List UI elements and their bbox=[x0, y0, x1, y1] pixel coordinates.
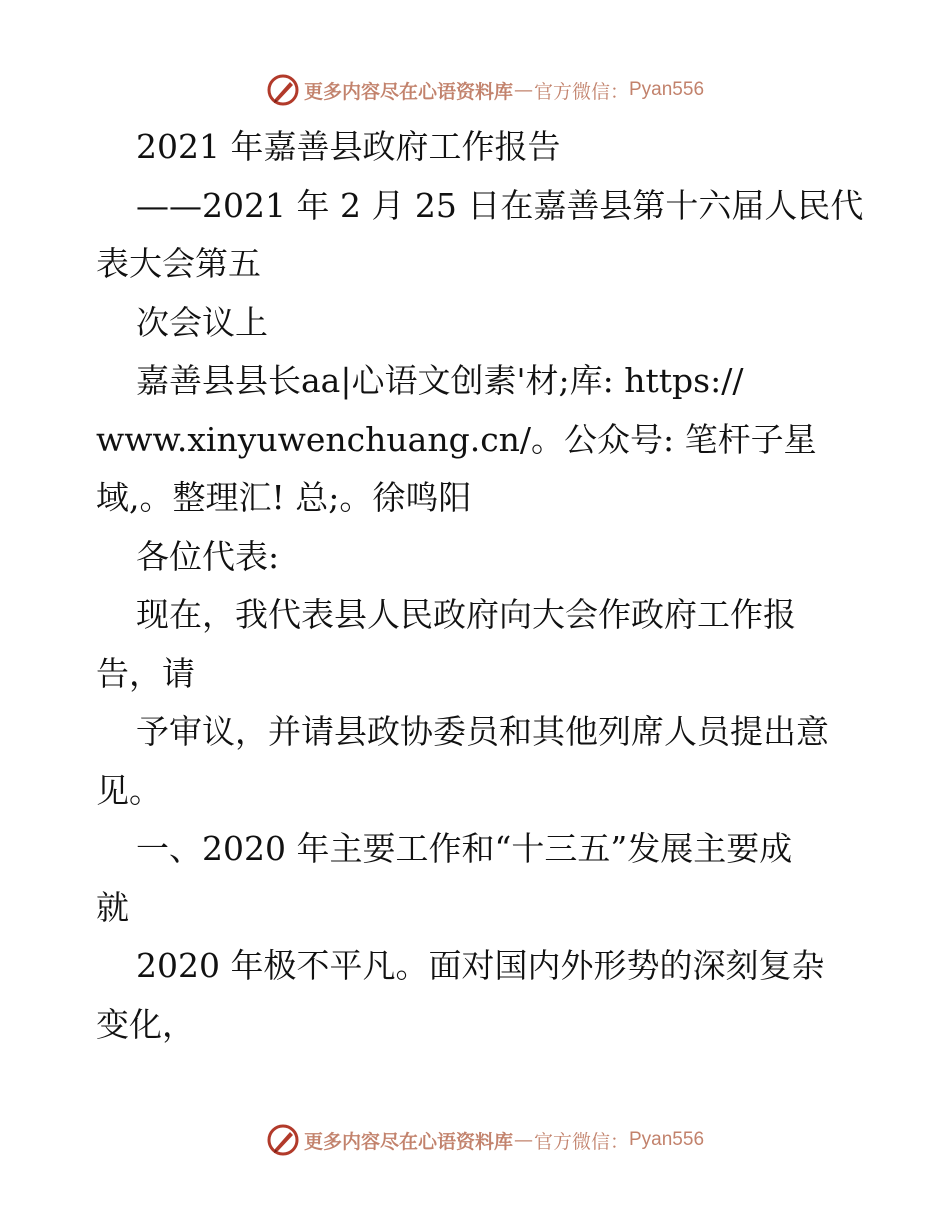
text-line: 予审议，并请县政协委员和其他列席人员提出意 bbox=[136, 712, 829, 751]
banner-main-text: 更多内容尽在心语资料库 bbox=[303, 1130, 513, 1153]
text-line: 见。 bbox=[96, 770, 162, 810]
text-line: 告，请 bbox=[96, 653, 195, 693]
header-watermark-banner bbox=[0, 70, 950, 110]
banner-main-text: 更多内容尽在心语资料库 bbox=[303, 80, 513, 103]
text-line: 域,。整理汇! 总;。徐鸣阳 bbox=[96, 478, 472, 517]
text-line: 各位代表: bbox=[136, 536, 280, 576]
pen-logo-icon bbox=[266, 73, 300, 107]
text-line: 现在，我代表县人民政府向大会作政府工作报 bbox=[136, 595, 796, 634]
text-line: 表大会第五 bbox=[96, 244, 261, 283]
text-line: 就 bbox=[96, 887, 129, 927]
text-line: 2020 年极不平凡。面对国内外形势的深刻复杂 bbox=[136, 946, 825, 985]
footer-watermark-banner bbox=[0, 1120, 950, 1160]
document-body bbox=[96, 118, 876, 1054]
banner-wechat-id: Pyan556 bbox=[629, 79, 705, 100]
text-line: ——2021 年 2 月 25 日在嘉善县第十六届人民代 bbox=[136, 185, 864, 225]
text-line: 变化， bbox=[96, 1004, 195, 1044]
banner-wechat-id: Pyan556 bbox=[629, 1129, 705, 1150]
banner-separator: — bbox=[513, 79, 533, 101]
banner-separator: — bbox=[513, 1129, 533, 1151]
text-line: 嘉善县县长aa|心语文创素'材;库: https:// bbox=[136, 361, 744, 400]
text-line: 一、2020 年主要工作和“十三五”发展主要成 bbox=[136, 829, 793, 868]
banner-wechat-label: 官方微信： bbox=[533, 1130, 629, 1153]
text-line: 次会议上 bbox=[136, 302, 268, 342]
text-line: www.xinyuwenchuang.cn/。公众号: 笔杆子星 bbox=[96, 419, 817, 459]
text-line: 2021 年嘉善县政府工作报告 bbox=[136, 127, 561, 166]
banner-wechat-label: 官方微信： bbox=[533, 80, 629, 103]
pen-logo-icon bbox=[266, 1123, 300, 1157]
